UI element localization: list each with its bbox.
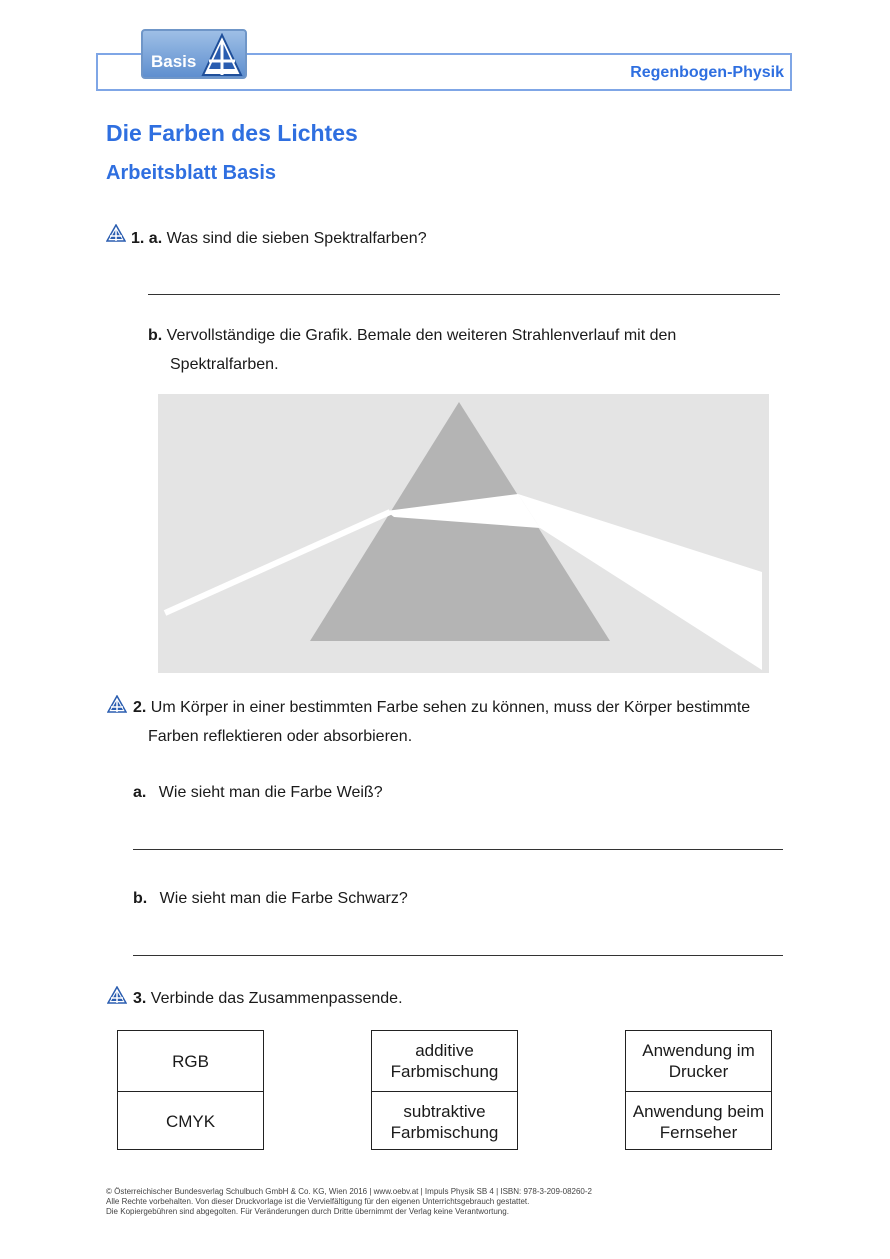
match-cell[interactable]: Anwendung beim Fernseher [626, 1091, 771, 1151]
question-text: Wie sieht man die Farbe Schwarz? [159, 890, 408, 907]
question-text: Wie sieht man die Farbe Weiß? [158, 784, 383, 801]
answer-line-2b[interactable] [133, 955, 783, 956]
match-box-2[interactable] [371, 1030, 518, 1150]
question-text: Verbinde das Zusammenpassende. [150, 990, 403, 1007]
question-label: a. [133, 784, 147, 801]
basis-level-icon [107, 695, 127, 713]
question-2-line2: Farben reflektieren oder absorbieren. [148, 728, 413, 745]
match-cell[interactable]: RGB [172, 1051, 209, 1071]
footer-line: Alle Rechte vorbehalten. Von dieser Druckvorlage ist die Vervielfältigung für den eigenen Unterrichtsgebrauch gestattet. [106, 1197, 530, 1206]
basis-level-icon [106, 224, 126, 242]
footer-line: Die Kopiergebühren sind abgegolten. Für Veränderungen durch Dritte übernimmt der Verlag keine Verantwortung. [106, 1207, 509, 1216]
footer [106, 1187, 806, 1217]
match-cell[interactable]: subtraktive Farbmischung [372, 1091, 517, 1151]
question-text: Um Körper in einer bestimmten Farbe sehen zu können, muss der Körper bestimmte [150, 699, 751, 716]
question-3 [133, 989, 403, 1009]
question-text: Vervollständige die Grafik. Bemale den weiteren Strahlenverlauf mit den [166, 327, 677, 344]
question-label: b. [133, 890, 148, 907]
question-number: 3. [133, 990, 147, 1007]
question-1a [131, 229, 427, 249]
prism-figure[interactable] [158, 394, 769, 673]
match-box-1[interactable] [117, 1030, 264, 1150]
match-cell[interactable]: Anwendung im Drucker [642, 1041, 755, 1081]
answer-line-2a[interactable] [133, 849, 783, 850]
question-2b [133, 889, 408, 909]
basis-level-icon [107, 986, 127, 1004]
question-text: Was sind die sieben Spektralfarben? [166, 230, 427, 247]
footer-line: © Österreichischer Bundesverlag Schulbuch GmbH & Co. KG, Wien 2016 | www.oebv.at | Impuls Physik SB 4 | ISBN: 978-3-209-08260-2 [106, 1187, 592, 1196]
page-subtitle: Arbeitsblatt Basis [106, 162, 277, 184]
series-title: Regenbogen-Physik [630, 64, 784, 81]
question-2 [133, 698, 750, 718]
basis-logo [141, 29, 247, 79]
question-1b [148, 326, 676, 346]
answer-line-1a[interactable] [148, 294, 780, 295]
logo-text: Basis [151, 52, 197, 71]
question-number: 1. a. [131, 230, 163, 247]
match-cell[interactable]: additive Farbmischung [390, 1041, 499, 1081]
match-cell[interactable]: CMYK [118, 1091, 263, 1151]
question-label: b. [148, 327, 163, 344]
question-number: 2. [133, 699, 147, 716]
page-title: Die Farben des Lichtes [106, 120, 358, 146]
question-2a [133, 783, 383, 803]
triangle-logo-icon [201, 33, 243, 77]
question-1b-line2: Spektralfarben. [170, 356, 279, 373]
match-box-3[interactable] [625, 1030, 772, 1150]
